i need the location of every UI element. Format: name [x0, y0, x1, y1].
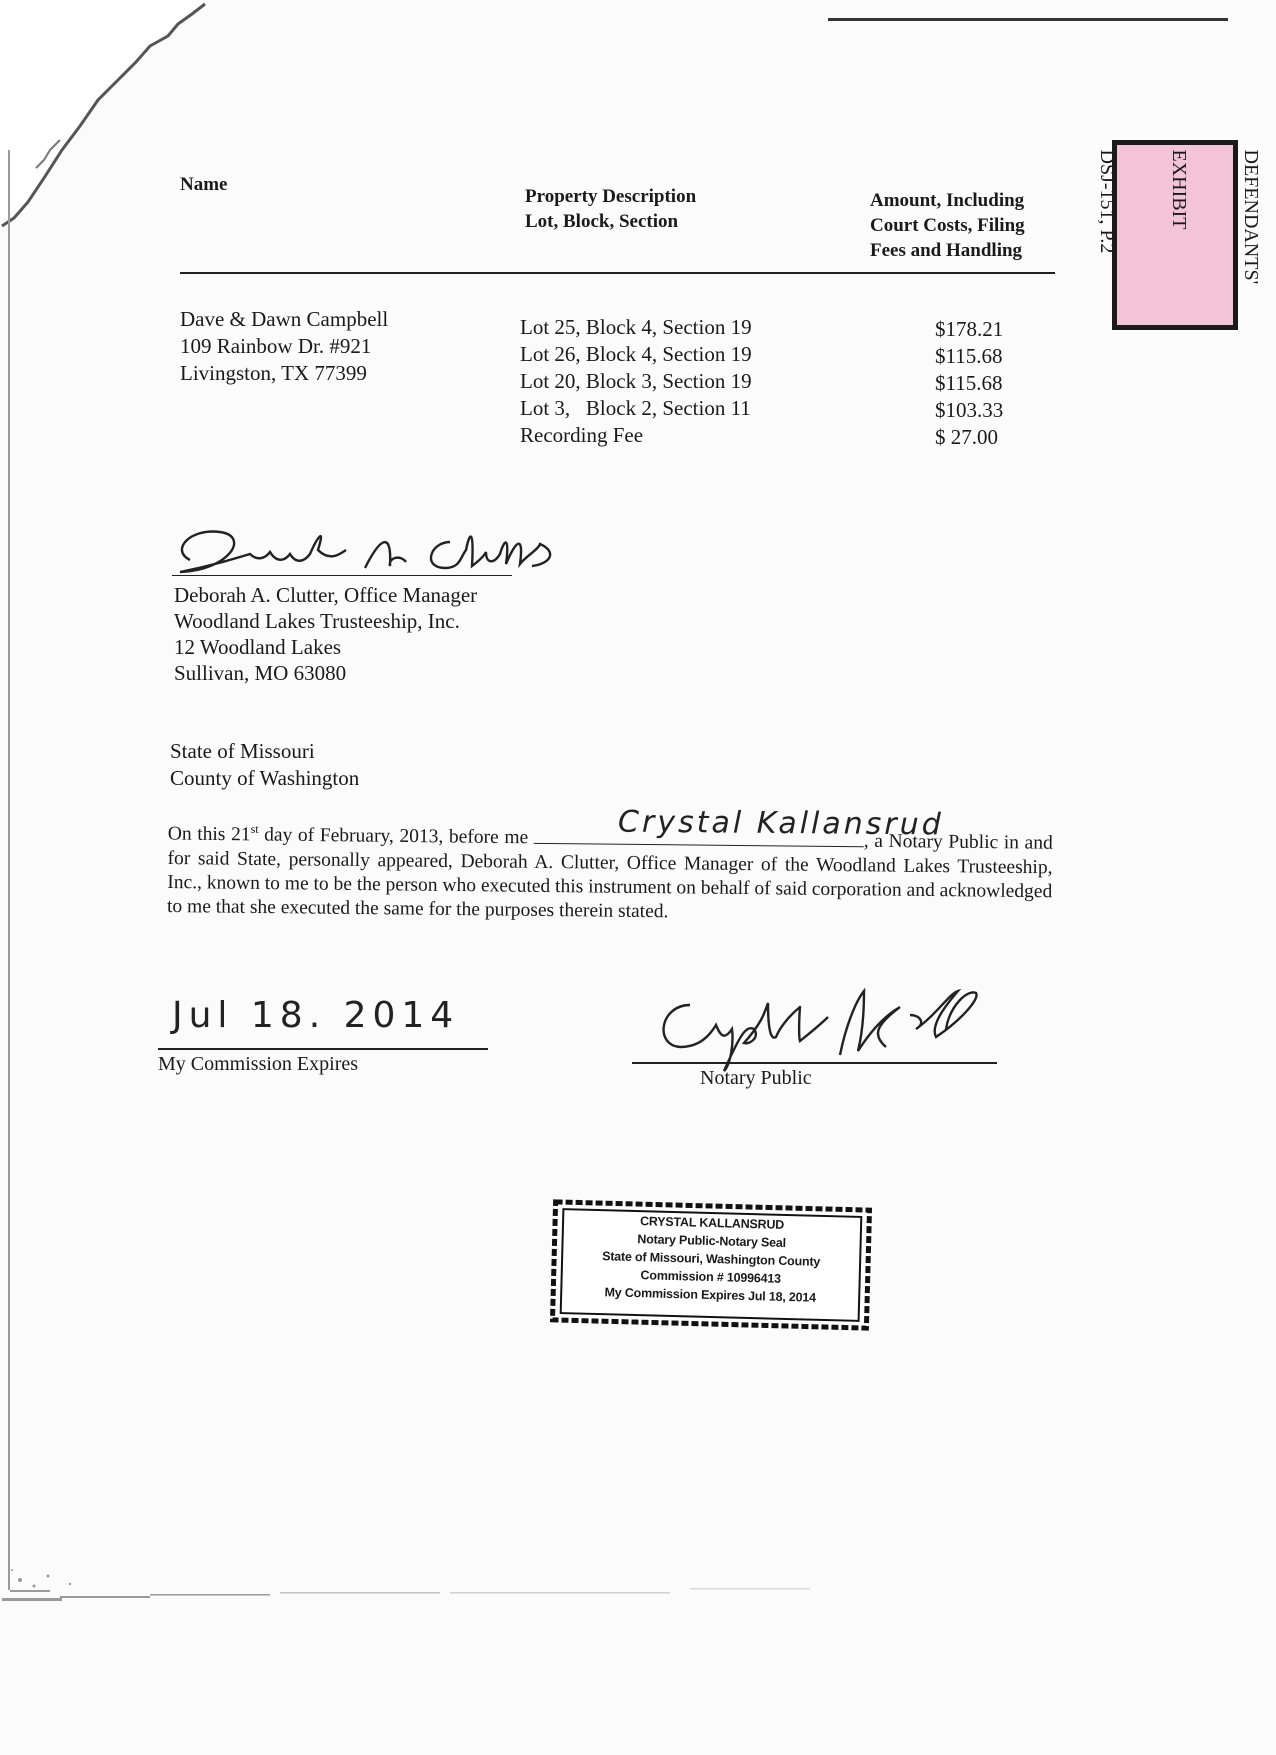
lot-amount: $ 27.00 [935, 425, 998, 449]
commission-date-handwritten: Jul 18. 2014 [172, 995, 460, 1036]
column-header-name: Name [180, 174, 228, 195]
amount-list [935, 316, 1003, 451]
lot-description: Lot 3, Block 2, Section 11 [520, 396, 751, 420]
lot-description: Lot 26, Block 4, Section 19 [520, 342, 752, 366]
scan-left-edge [8, 150, 10, 1590]
column-header-amount: Amount, Including Court Costs, Filing Fees and Handling [870, 190, 1025, 261]
lot-description: Lot 20, Block 3, Section 19 [520, 369, 752, 393]
commission-rule [158, 1048, 488, 1050]
scan-noise [0, 1500, 1000, 1630]
commission-label: My Commission Expires [158, 1053, 359, 1075]
lot-amount: $115.68 [935, 371, 1003, 395]
notary-signature-rule [632, 1062, 997, 1064]
acknowledgment-paragraph: On this 21st day of February, 2013, before me , a Notary Public in and for said State, personally appeared, Deborah A. Clutter, Office Manager of the Woodland Lakes Trusteeship, Inc., known to me to be the person who executed this instrument on behalf of said corporation and acknowledged to me that she executed the same for the purposes therein stated. [166, 821, 1053, 922]
header-rule [180, 272, 1055, 274]
exhibit-sticker: DEFENDANTS' EXHIBIT DSJ-151, P.2 [1112, 140, 1238, 330]
notary-name-handwritten: Crystal Kallansrud [617, 804, 944, 843]
signer-block: Deborah A. Clutter, Office Manager Woodland Lakes Trusteeship, Inc. 12 Woodland Lakes Sullivan, MO 63080 [174, 583, 478, 685]
scan-edge-line [828, 18, 1228, 21]
lot-description: Lot 25, Block 4, Section 19 [520, 315, 752, 339]
lot-list [520, 314, 752, 449]
office-manager-signature [160, 520, 560, 590]
lot-amount: $115.68 [935, 344, 1003, 368]
notary-public-label: Notary Public [700, 1067, 812, 1089]
owner-address: Dave & Dawn Campbell 109 Rainbow Dr. #921 Livingston, TX 77399 [180, 307, 389, 385]
column-header-property: Property Description Lot, Block, Section [525, 186, 697, 232]
notary-seal [544, 1194, 877, 1337]
lot-description: Recording Fee [520, 423, 644, 447]
signature-rule [172, 575, 512, 576]
lot-amount: $103.33 [935, 398, 1004, 422]
lot-amount: $178.21 [935, 317, 1004, 341]
venue-block: State of Missouri County of Washington [170, 739, 360, 790]
seal-text: CRYSTAL KALLANSRUD Notary Public-Notary Seal State of Missouri, Washington County Commission # 10996413 My Commission Expires Jul 18, 2014 [601, 1214, 821, 1305]
